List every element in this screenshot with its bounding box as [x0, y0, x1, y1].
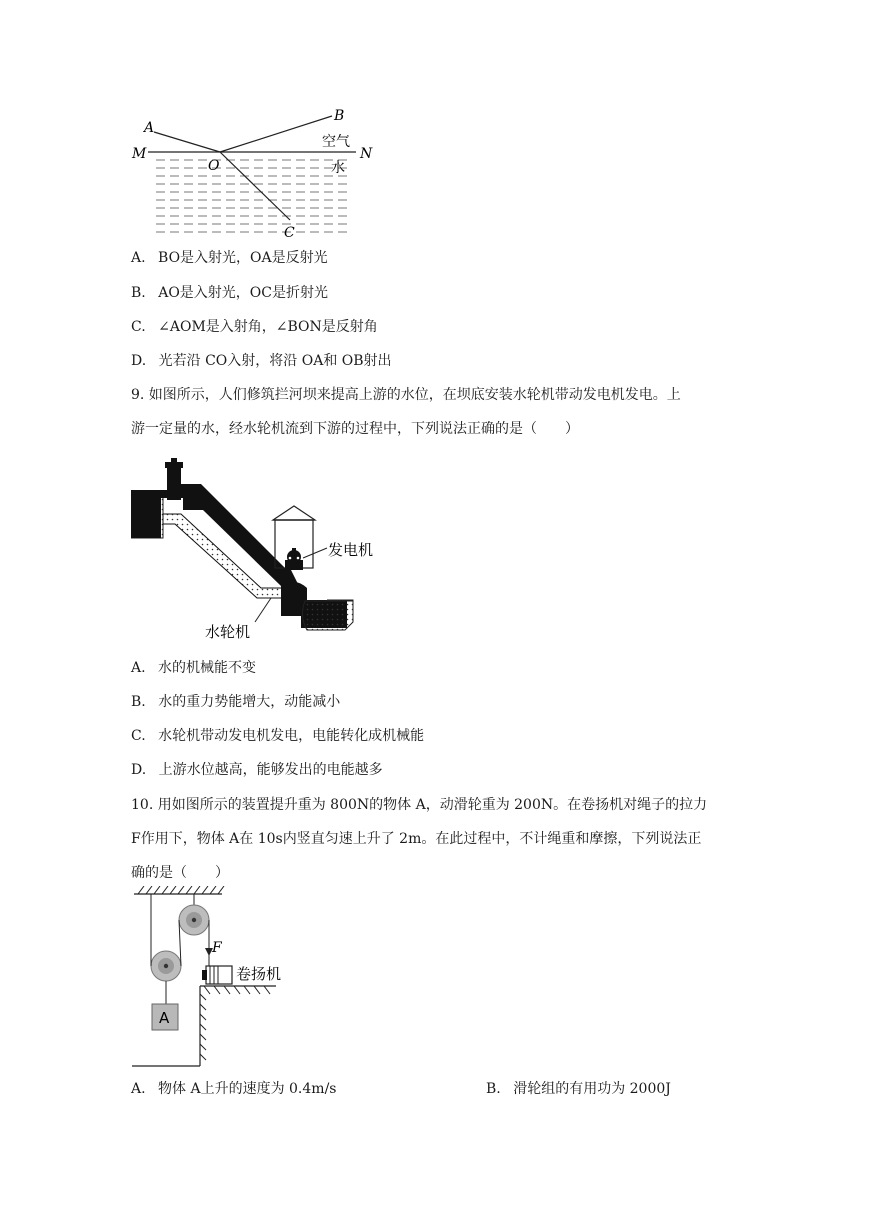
- label-a: A: [144, 120, 155, 136]
- turbine-label: 水轮机: [205, 623, 251, 640]
- option-letter: A.: [131, 1081, 146, 1097]
- q8-option-b: [131, 283, 328, 303]
- ray-ao: [154, 132, 220, 152]
- q10-stem-line2: F作用下，物体 A在 10s内竖直匀速上升了 2m。在此过程中，不计绳重和摩擦，下列说法正: [131, 831, 702, 847]
- generator-label: 发电机: [328, 541, 374, 559]
- option-letter: A.: [131, 660, 146, 676]
- q8-option-a: [131, 248, 328, 268]
- water-region: [152, 152, 352, 237]
- q10-option-b: [486, 1079, 671, 1099]
- option-text: 水轮机带动发电机发电，电能转化成机械能: [158, 728, 425, 744]
- option-text: AO是入射光，OC是折射光: [158, 285, 328, 301]
- q10-stem-line3: 确的是（ ）: [131, 865, 229, 881]
- q9-stem-line1: 9. 如图所示，人们修筑拦河坝来提高上游的水位，在坝底安装水轮机带动发电机发电。上: [131, 387, 681, 403]
- option-letter: B.: [131, 285, 146, 301]
- label-m: M: [132, 146, 147, 162]
- label-air: 空气: [322, 134, 350, 150]
- option-letter: C.: [131, 319, 146, 335]
- q8-option-c: [131, 317, 378, 337]
- block-a-label: A: [159, 1009, 170, 1027]
- option-text: 光若沿 CO入射，将沿 OA和 OB射出: [158, 353, 392, 369]
- option-text: BO是入射光，OA是反射光: [158, 250, 328, 266]
- label-n: N: [360, 146, 373, 162]
- label-water: 水: [331, 160, 345, 176]
- ray-ob: [220, 116, 332, 152]
- q10-stem-line1: 10. 用如图所示的装置提升重为 800N的物体 A，动滑轮重为 200N。在卷扬机对绳子的拉力: [131, 797, 708, 813]
- force-label: F: [212, 940, 222, 956]
- option-letter: A.: [131, 250, 146, 266]
- option-letter: B.: [131, 694, 146, 710]
- winch-label: 卷扬机: [236, 965, 282, 983]
- intake-tower: [167, 466, 181, 500]
- q9-option-a: [131, 658, 256, 678]
- refraction-diagram: [128, 108, 378, 240]
- q9-option-d: [131, 760, 383, 780]
- option-letter: D.: [131, 762, 147, 778]
- option-text: 物体 A上升的速度为 0.4m/s: [158, 1081, 337, 1097]
- q9-option-b: [131, 692, 340, 712]
- option-letter: D.: [131, 353, 147, 369]
- dam-diagram: [131, 458, 383, 640]
- downstream-water: [302, 601, 353, 630]
- option-text: 水的机械能不变: [158, 660, 257, 676]
- q9-stem-line2: 游一定量的水，经水轮机流到下游的过程中，下列说法正确的是（ ）: [131, 421, 579, 437]
- q10-option-a: [131, 1079, 336, 1099]
- label-o: O: [208, 158, 220, 174]
- q9-option-c: [131, 726, 424, 746]
- label-c: C: [284, 225, 295, 240]
- q8-option-d: [131, 351, 392, 371]
- option-letter: C.: [131, 728, 146, 744]
- option-text: 滑轮组的有用功为 2000J: [513, 1081, 671, 1097]
- option-letter: B.: [486, 1081, 501, 1097]
- option-text: 水的重力势能增大，动能减小: [158, 694, 341, 710]
- option-text: 上游水位越高，能够发出的电能越多: [158, 762, 383, 778]
- option-text: ∠AOM是入射角，∠BON是反射角: [158, 319, 378, 335]
- pulley-diagram: [130, 886, 290, 1068]
- label-b: B: [334, 108, 345, 124]
